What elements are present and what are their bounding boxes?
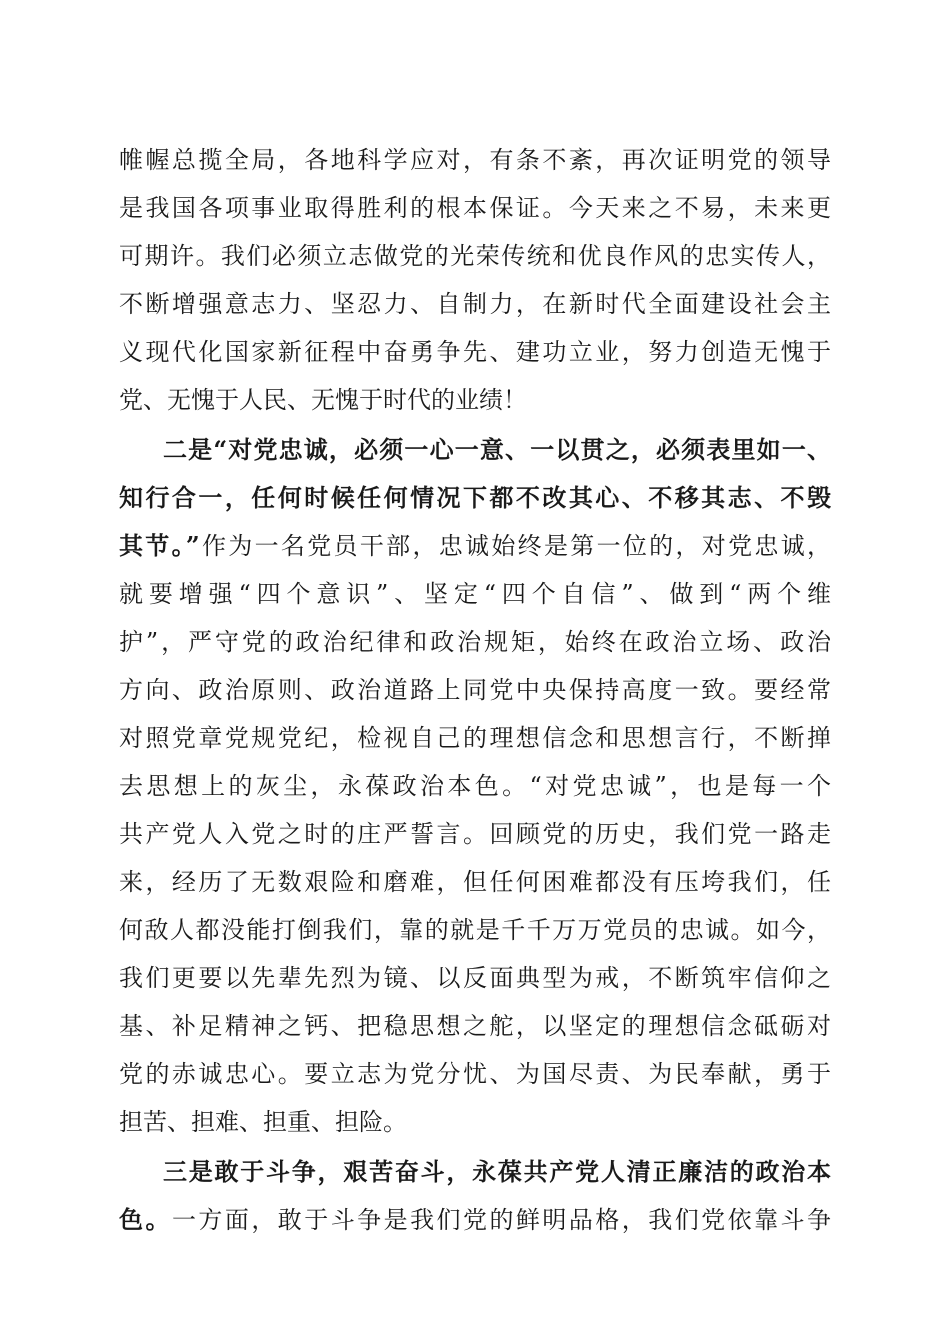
text-line: 就要增强“四个意识”、坚定“四个自信”、做到“两个维 — [119, 580, 831, 608]
text-line: 党的赤诚忠心。要立志为党分忧、为国尽责、为民奉献，勇于 — [119, 1060, 831, 1088]
text-fragment: 作为一名党员干部，忠诚始终是第一位的，对党忠诚， — [199, 532, 831, 560]
text-line: 我们更要以先辈先烈为镜、以反面典型为戒，不断筑牢信仰之 — [119, 964, 831, 992]
text-line: 共产党人入党之时的庄严誓言。回顾党的历史，我们党一路走 — [119, 820, 831, 848]
text-line: 护”，严守党的政治纪律和政治规矩，始终在政治立场、政治 — [119, 628, 831, 656]
text-line: 义现代化国家新征程中奋勇争先、建功立业，努力创造无愧于 — [119, 338, 831, 366]
text-line: 不断增强意志力、坚忍力、自制力，在新时代全面建设社会主 — [119, 290, 831, 318]
text-line-bold: 知行合一，任何时候任何情况下都不改其心、不移其志、不毁 — [119, 483, 831, 512]
text-line: 方向、政治原则、政治道路上同党中央保持高度一致。要经常 — [119, 676, 831, 704]
text-fragment: 一方面，敢于斗争是我们党的鲜明品格，我们党依靠斗争 — [171, 1206, 832, 1234]
text-line-bold: 三是敢于斗争，艰苦奋斗，永葆共产党人清正廉洁的政治本 — [163, 1157, 831, 1186]
text-line: 帷幄总揽全局，各地科学应对，有条不紊，再次证明党的领导 — [119, 146, 831, 174]
text-line: 对照党章党规党纪，检视自己的理想信念和思想言行，不断掸 — [119, 724, 831, 752]
text-line: 是我国各项事业取得胜利的根本保证。今天来之不易，未来更 — [119, 194, 831, 222]
text-line-mixed — [119, 1200, 831, 1240]
text-line-mixed — [119, 526, 831, 566]
bold-fragment: 色。 — [119, 1205, 172, 1234]
text-line: 来，经历了无数艰险和磨难，但任何困难都没有压垮我们，任 — [119, 868, 831, 896]
text-line: 担苦、担难、担重、担险。 — [119, 1108, 407, 1136]
text-line: 去思想上的灰尘，永葆政治本色。“对党忠诚”，也是每一个 — [119, 772, 831, 800]
text-line-bold: 二是“对党忠诚，必须一心一意、一以贯之，必须表里如一、 — [163, 435, 831, 464]
bold-quote-end: 其节。” — [119, 531, 200, 560]
text-line: 可期许。我们必须立志做党的光荣传统和优良作风的忠实传人， — [119, 242, 831, 270]
text-line: 何敌人都没能打倒我们，靠的就是千千万万党员的忠诚。如今， — [119, 916, 831, 944]
text-line: 基、补足精神之钙、把稳思想之舵，以坚定的理想信念砥砺对 — [119, 1012, 831, 1040]
text-line: 党、无愧于人民、无愧于时代的业绩！ — [119, 386, 527, 414]
